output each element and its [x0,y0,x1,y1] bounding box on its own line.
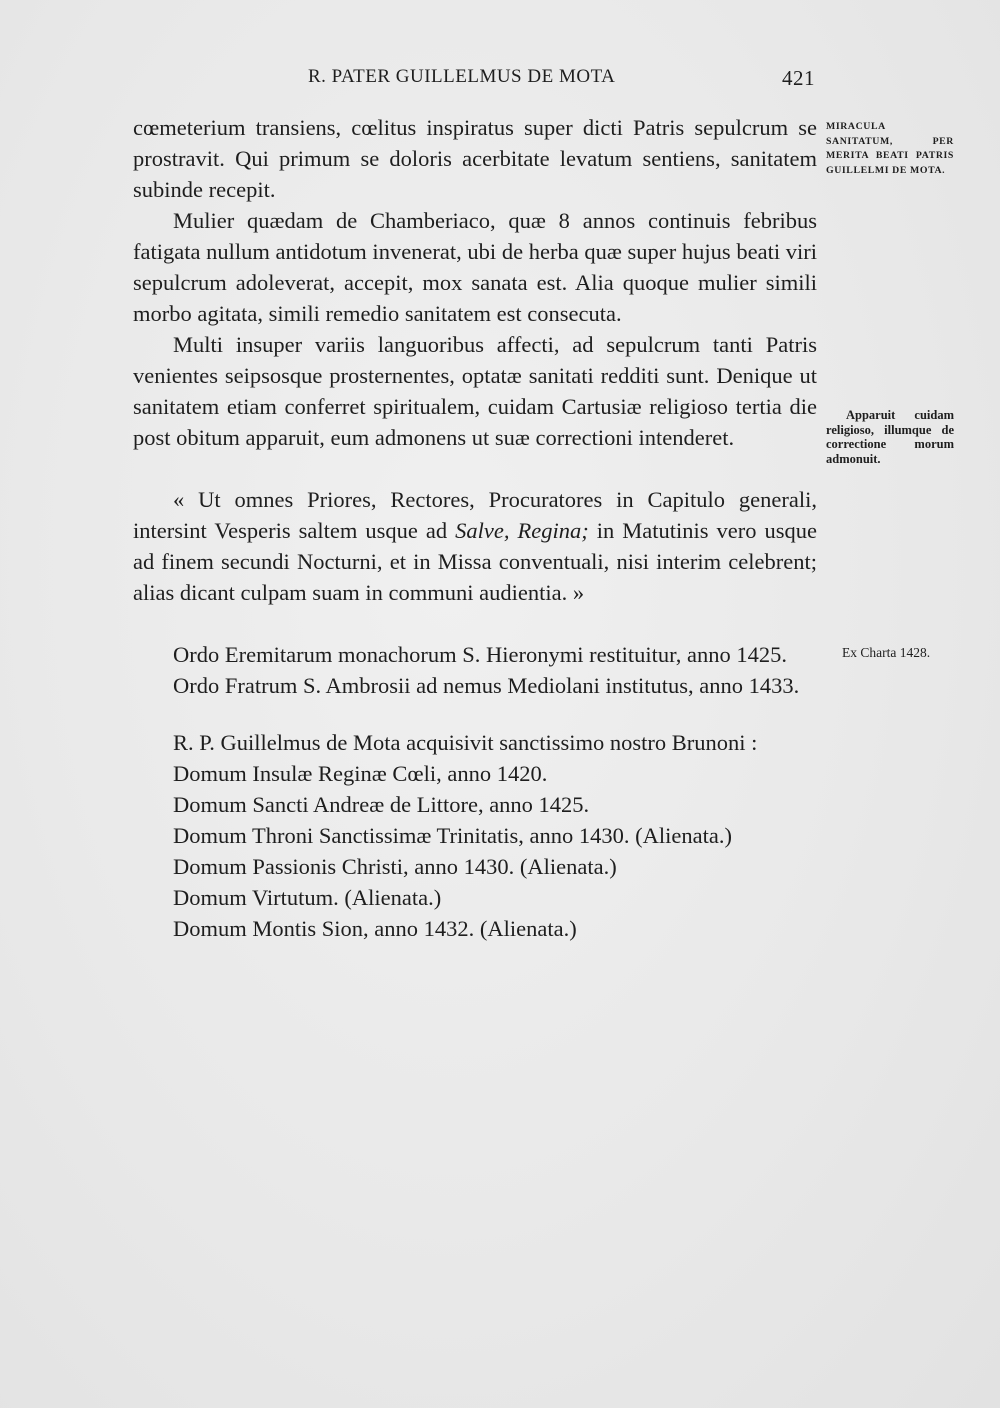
running-head [133,66,815,96]
paragraph-3: Multi insuper variis languoribus affecti, ad sepulcrum tanti Patris venientes seipsosque prosternentes, optatæ sanitati redditi sunt. Denique ut sanitatem etiam conferret spiritualem, cuidam Cartusiæ religioso tertia die post obitum apparuit, eum admonens ut suæ correctioni intenderet. [133,332,817,450]
margin-note-apparuit: Apparuit cuidam religioso, illumque de correctione morum admonuit. [826,408,954,466]
running-title: R. PATER GUILLELMUS DE MOTA [308,66,616,87]
list-item: Domum Virtutum. (Alienata.) [173,885,442,910]
paragraph-acquisivit: R. P. Guillelmus de Mota acquisivit sanctissimo nostro Brunoni : [173,730,758,755]
quote-text-end: in Matutinis vero usque ad finem secundi Nocturni, et in Missa conventuali, nisi interim celebrent; alias dicant culpam suam in communi audientia. » [133,518,817,605]
paragraph-ordo-fratrum: Ordo Fratrum S. Ambrosii ad nemus Mediolani institutus, anno 1433. [173,673,800,698]
list-item: Domum Passionis Christi, anno 1430. (Alienata.) [173,854,617,879]
spacer [133,453,817,484]
spacer [133,701,817,727]
quote-paragraph [133,484,817,608]
paragraph-2: Mulier quædam de Chamberiaco, quæ 8 annos continuis febribus fatigata nullum antidotum invenerat, ubi de herba quæ super hujus beati viri sepulcrum adoleverat, accepit, mox sanata est. Alia quoque mulier simili morbo agitata, simili remedio sanitatem est consecuta. [133,208,817,326]
paragraph-1: cœmeterium transiens, cœlitus inspiratus super dicti Patris sepulcrum se prostravit. Qui primum se doloris acerbitate levatum sentiens, sanitatem subinde recepit. [133,115,817,202]
spacer [133,608,817,639]
quote-italic: Salve, Regina; [455,518,589,543]
list-item: Domum Montis Sion, anno 1432. (Alienata.) [173,916,577,941]
list-item: Domum Throni Sanctissimæ Trinitatis, anno 1430. (Alienata.) [173,823,732,848]
main-text [133,112,817,944]
list-item: Domum Insulæ Reginæ Cœli, anno 1420. [173,761,548,786]
list-item: Domum Sancti Andreæ de Littore, anno 1425. [173,792,590,817]
page-number: 421 [782,66,815,90]
paragraph-ordo-eremitarum: Ordo Eremitarum monachorum S. Hieronymi restituitur, anno 1425. [173,642,787,667]
margin-note-miracula: MIRACULA SANITATUM, PER MERITA BEATI PATRIS GUILLELMI DE MOTA. [826,121,954,176]
margin-note-charta: Ex Charta 1428. [842,645,931,660]
quote-text-start: « Ut omnes Priores, Rectores, Procuratores in Capitulo generali, intersint Vesperis saltem usque ad [133,487,817,543]
